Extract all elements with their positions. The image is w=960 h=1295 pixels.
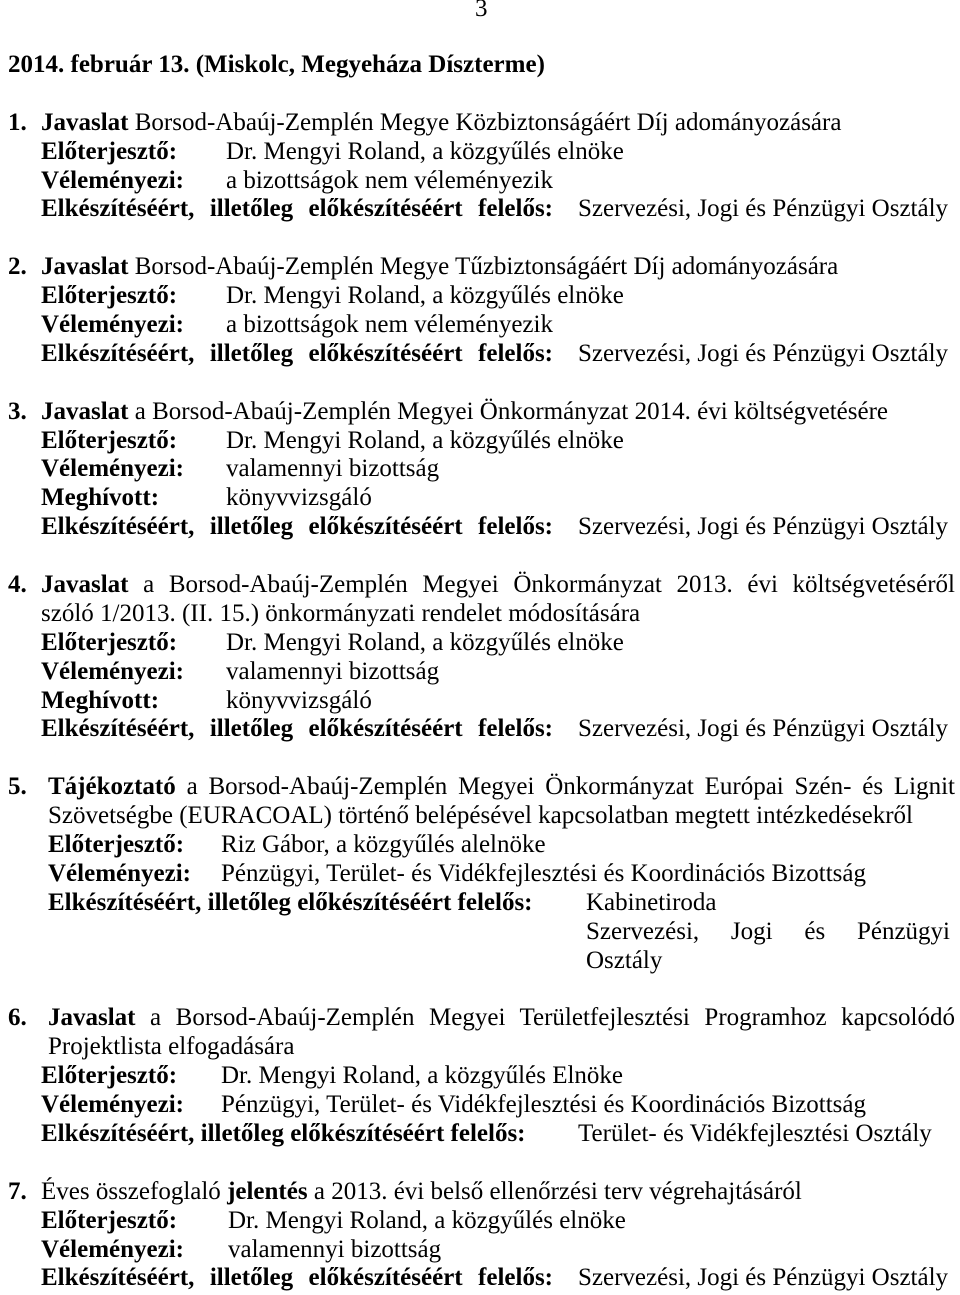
- item-number: 3.: [8, 397, 27, 425]
- agenda-item-5: [0, 773, 960, 975]
- item-title: [41, 253, 838, 282]
- presenter-row: [0, 138, 960, 167]
- invited-value: könyvvizsgáló: [226, 686, 372, 714]
- responsible-label: Elkészítéséért, illetőleg előkészítéséért felelős:: [41, 339, 553, 367]
- responsible-value: Szervezési, Jogi és Pénzügyi Osztály: [578, 195, 949, 223]
- reviewer-row: [0, 1236, 960, 1265]
- item-title: [41, 109, 841, 138]
- responsible-value: Szervezési, Jogi és Pénzügyi Osztály: [578, 1264, 949, 1292]
- reviewer-label: Véleményezi:: [41, 657, 184, 685]
- item-title: [48, 1004, 955, 1033]
- item-type: Javaslat: [48, 1004, 136, 1032]
- reviewer-value: valamennyi bizottság: [228, 1235, 442, 1263]
- responsible-label: Elkészítéséért, illetőleg előkészítéséért felelős:: [41, 513, 553, 541]
- reviewer-value: a bizottságok nem véleményezik: [226, 166, 553, 194]
- reviewer-row: [0, 167, 960, 196]
- item-title-text: a Borsod-Abaúj-Zemplén Megyei Önkormányzat 2013. évi költségvetéséről: [143, 571, 956, 599]
- reviewer-row: [0, 860, 960, 889]
- reviewer-value: valamennyi bizottság: [226, 657, 440, 685]
- item-title-text: Borsod-Abaúj-Zemplén Megye Tűzbiztonságáért Díj adományozására: [134, 253, 839, 281]
- item-type: Javaslat: [41, 108, 129, 136]
- session-heading: 2014. február 13. (Miskolc, Megyeháza Díszterme): [8, 51, 545, 78]
- item-title-text: a 2013. évi belső ellenőrzési terv végrehajtásáról: [313, 1177, 802, 1205]
- agenda-item-3: [0, 398, 960, 542]
- responsible-row-continued: [0, 918, 960, 976]
- presenter-label: Előterjesztő:: [48, 831, 185, 859]
- item-type: Javaslat: [41, 253, 129, 281]
- item-title-line: [0, 571, 960, 600]
- responsible-label: Elkészítéséért, illetőleg előkészítéséért felelős:: [48, 888, 533, 916]
- item-title-line: [0, 253, 960, 282]
- reviewer-label: Véleményezi:: [41, 311, 184, 339]
- responsible-value: Szervezési, Jogi és Pénzügyi Osztály: [578, 513, 949, 541]
- presenter-label: Előterjesztő:: [41, 1206, 178, 1234]
- item-title-text-continued: szóló 1/2013. (II. 15.) önkormányzati rendelet módosítására: [41, 599, 641, 627]
- presenter-row: [0, 427, 960, 456]
- item-title-line: [0, 1178, 960, 1207]
- reviewer-label: Véleményezi:: [41, 1235, 184, 1263]
- item-number: 4.: [8, 571, 27, 599]
- item-title: [48, 773, 955, 802]
- invited-value: könyvvizsgáló: [226, 484, 372, 512]
- presenter-label: Előterjesztő:: [41, 282, 178, 310]
- responsible-row: [0, 1264, 960, 1293]
- responsible-value: Kabinetiroda: [586, 888, 717, 916]
- reviewer-row: [0, 311, 960, 340]
- item-title-line: [0, 1004, 960, 1033]
- agenda-item-2: [0, 253, 960, 369]
- item-type: Javaslat: [41, 571, 129, 599]
- item-title-line-2: [0, 600, 960, 629]
- item-number: 1.: [8, 108, 27, 136]
- presenter-value: Dr. Mengyi Roland, a közgyűlés elnöke: [226, 137, 624, 165]
- presenter-row: [0, 282, 960, 311]
- reviewer-label: Véleményezi:: [48, 859, 191, 887]
- presenter-value: Dr. Mengyi Roland, a közgyűlés elnöke: [226, 628, 624, 656]
- presenter-label: Előterjesztő:: [41, 1062, 178, 1090]
- item-title-line: [0, 773, 960, 802]
- item-title: [41, 1178, 802, 1207]
- reviewer-label: Véleményezi:: [41, 455, 184, 483]
- presenter-row: [0, 1207, 960, 1236]
- item-number: 7.: [8, 1177, 27, 1205]
- item-type: Tájékoztató: [48, 773, 176, 801]
- responsible-row: [0, 513, 960, 542]
- responsible-value-2: Szervezési, Jogi és Pénzügyi Osztály: [586, 917, 950, 974]
- item-title-text: Borsod-Abaúj-Zemplén Megye Közbiztonságáért Díj adományozására: [134, 108, 842, 136]
- responsible-value: Szervezési, Jogi és Pénzügyi Osztály: [578, 339, 949, 367]
- invited-label: Meghívott:: [41, 686, 160, 714]
- responsible-row: [0, 340, 960, 369]
- responsible-label: Elkészítéséért, illetőleg előkészítéséért felelős:: [41, 1119, 526, 1147]
- presenter-label: Előterjesztő:: [41, 426, 178, 454]
- item-title-line-2: [0, 1033, 960, 1062]
- invited-row: [0, 484, 960, 513]
- item-title-text: a Borsod-Abaúj-Zemplén Megyei Önkormányzat Európai Szén- és Lignit: [186, 773, 956, 801]
- item-title-text-continued: Szövetségbe (EURACOAL) történő belépésével kapcsolatban megtett intézkedésekről: [48, 802, 913, 830]
- responsible-row: [0, 195, 960, 224]
- presenter-value: Dr. Mengyi Roland, a közgyűlés elnöke: [226, 282, 624, 310]
- responsible-row: [0, 1120, 960, 1149]
- responsible-row: [0, 715, 960, 744]
- agenda-item-1: [0, 109, 960, 225]
- item-type: jelentés: [227, 1177, 308, 1205]
- item-number: 6.: [8, 1004, 27, 1032]
- page-number: 3: [475, 0, 488, 22]
- agenda-item-4: [0, 571, 960, 744]
- item-title-line-2: [0, 802, 960, 831]
- reviewer-row: [0, 658, 960, 687]
- invited-label: Meghívott:: [41, 484, 160, 512]
- presenter-row: [0, 831, 960, 860]
- item-title-prefix: Éves összefoglaló: [41, 1177, 221, 1205]
- session-heading-line: [0, 51, 960, 80]
- item-number: 5.: [8, 773, 27, 801]
- reviewer-value: a bizottságok nem véleményezik: [226, 311, 553, 339]
- item-title-text: a Borsod-Abaúj-Zemplén Megyei Területfejlesztési Programhoz kapcsolódó: [150, 1004, 956, 1032]
- presenter-label: Előterjesztő:: [41, 628, 178, 656]
- presenter-row: [0, 1062, 960, 1091]
- reviewer-value: Pénzügyi, Terület- és Vidékfejlesztési és Koordinációs Bizottság: [221, 1091, 866, 1119]
- reviewer-label: Véleményezi:: [41, 166, 184, 194]
- presenter-value: Dr. Mengyi Roland, a közgyűlés elnöke: [228, 1206, 626, 1234]
- item-title-line: [0, 109, 960, 138]
- presenter-label: Előterjesztő:: [41, 137, 178, 165]
- item-type: Javaslat: [41, 397, 129, 425]
- agenda-item-6: [0, 1004, 960, 1148]
- reviewer-row: [0, 1091, 960, 1120]
- item-number: 2.: [8, 253, 27, 281]
- responsible-label: Elkészítéséért, illetőleg előkészítéséért felelős:: [41, 195, 553, 223]
- presenter-value: Riz Gábor, a közgyűlés alelnöke: [221, 831, 546, 859]
- reviewer-row: [0, 455, 960, 484]
- agenda: [0, 51, 960, 1293]
- presenter-row: [0, 629, 960, 658]
- reviewer-value: valamennyi bizottság: [226, 455, 440, 483]
- reviewer-label: Véleményezi:: [41, 1091, 184, 1119]
- item-title: [41, 571, 955, 600]
- responsible-value: Terület- és Vidékfejlesztési Osztály: [578, 1119, 932, 1147]
- item-title-text: a Borsod-Abaúj-Zemplén Megyei Önkormányzat 2014. évi költségvetésére: [134, 397, 888, 425]
- invited-row: [0, 687, 960, 716]
- responsible-label: Elkészítéséért, illetőleg előkészítéséért felelős:: [41, 715, 553, 743]
- reviewer-value: Pénzügyi, Terület- és Vidékfejlesztési és Koordinációs Bizottság: [221, 859, 866, 887]
- presenter-value: Dr. Mengyi Roland, a közgyűlés elnöke: [226, 426, 624, 454]
- responsible-row: [0, 889, 960, 918]
- responsible-value: Szervezési, Jogi és Pénzügyi Osztály: [578, 715, 949, 743]
- agenda-item-7: [0, 1178, 960, 1294]
- item-title: [41, 398, 888, 427]
- presenter-value: Dr. Mengyi Roland, a közgyűlés Elnöke: [221, 1062, 624, 1090]
- item-title-line: [0, 398, 960, 427]
- item-title-text-continued: Projektlista elfogadására: [48, 1033, 295, 1061]
- responsible-label: Elkészítéséért, illetőleg előkészítéséért felelős:: [41, 1264, 553, 1292]
